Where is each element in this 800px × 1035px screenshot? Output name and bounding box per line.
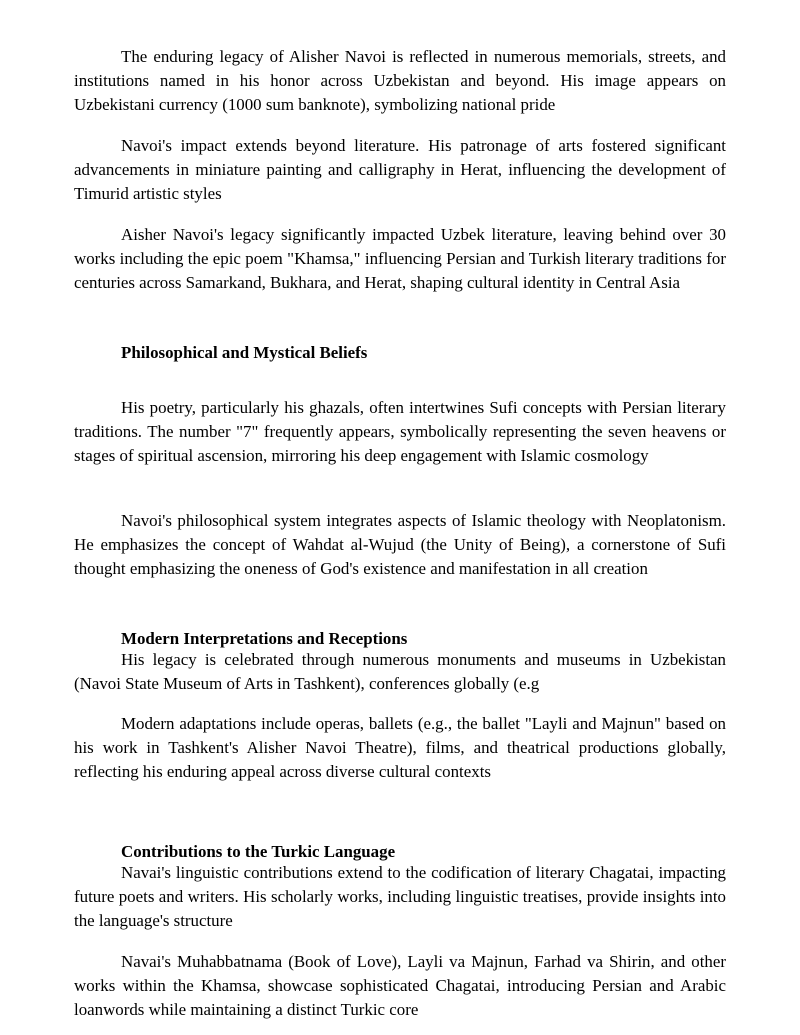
paragraph-text: His poetry, particularly his ghazals, often intertwines Sufi concepts with Persian literary traditions. The number "7" frequently appears, symbolically representing the seven heavens or stages of spiritual ascension, mirroring his deep engagement with Islamic cosmology bbox=[74, 398, 726, 466]
paragraph-ghazals bbox=[74, 396, 726, 469]
paragraph-linguistic bbox=[74, 861, 726, 934]
heading-modern-interpretations: Modern Interpretations and Receptions bbox=[121, 629, 408, 648]
paragraph-monuments bbox=[74, 648, 726, 696]
heading-turkic-language: Contributions to the Turkic Language bbox=[121, 842, 396, 861]
paragraph-text: The enduring legacy of Alisher Navoi is reflected in numerous memorials, streets, and institutions named in his honor across Uzbekistan and beyond. His image appears on Uzbekistani currency (1000 sum banknote), symbolizing national pride bbox=[74, 47, 726, 115]
paragraph-text: Aisher Navoi's legacy significantly impacted Uzbek literature, leaving behind over 30 works including the epic poem "Khamsa," influencing Persian and Turkish literary traditions for centuries across Samarkand, Bukhara, and Herat, shaping cultural identity in Central Asia bbox=[74, 225, 726, 293]
paragraph-text: Navoi's philosophical system integrates aspects of Islamic theology with Neoplatonism. He emphasizes the concept of Wahdat al-Wujud (the Unity of Being), a cornerstone of Sufi thought emphasizing the oneness of God's existence and manifestation in all creation bbox=[74, 511, 726, 579]
paragraph-text: Modern adaptations include operas, ballets (e.g., the ballet "Layli and Majnun" based on his work in Tashkent's Alisher Navoi Theatre), films, and theatrical productions globally, reflecting his enduring appeal across diverse cultural contexts bbox=[74, 714, 726, 782]
paragraph-muhabbatnama bbox=[74, 950, 726, 1023]
paragraph-text: Navai's Muhabbatnama (Book of Love), Layli va Majnun, Farhad va Shirin, and other works within the Khamsa, showcase sophisticated Chagatai, introducing Persian and Arabic loanwords while maintaining a distinct Turkic core bbox=[74, 952, 726, 1020]
paragraph-text: His legacy is celebrated through numerous monuments and museums in Uzbekistan (Navoi State Museum of Arts in Tashkent), conferences globally (e.g bbox=[74, 650, 726, 694]
paragraph-legacy-literature bbox=[74, 223, 726, 296]
paragraph-legacy-memorials bbox=[74, 45, 726, 118]
paragraph-philosophy-system bbox=[74, 509, 726, 582]
paragraph-adaptations bbox=[74, 712, 726, 785]
paragraph-impact-arts bbox=[74, 134, 726, 207]
heading-philosophical-beliefs: Philosophical and Mystical Beliefs bbox=[121, 343, 368, 362]
paragraph-text: Navoi's impact extends beyond literature. His patronage of arts fostered significant advancements in miniature painting and calligraphy in Herat, influencing the development of Timurid artistic styles bbox=[74, 136, 726, 204]
paragraph-text: Navai's linguistic contributions extend to the codification of literary Chagatai, impacting future poets and writers. His scholarly works, including linguistic treatises, provide insights into the language's structure bbox=[74, 863, 726, 931]
